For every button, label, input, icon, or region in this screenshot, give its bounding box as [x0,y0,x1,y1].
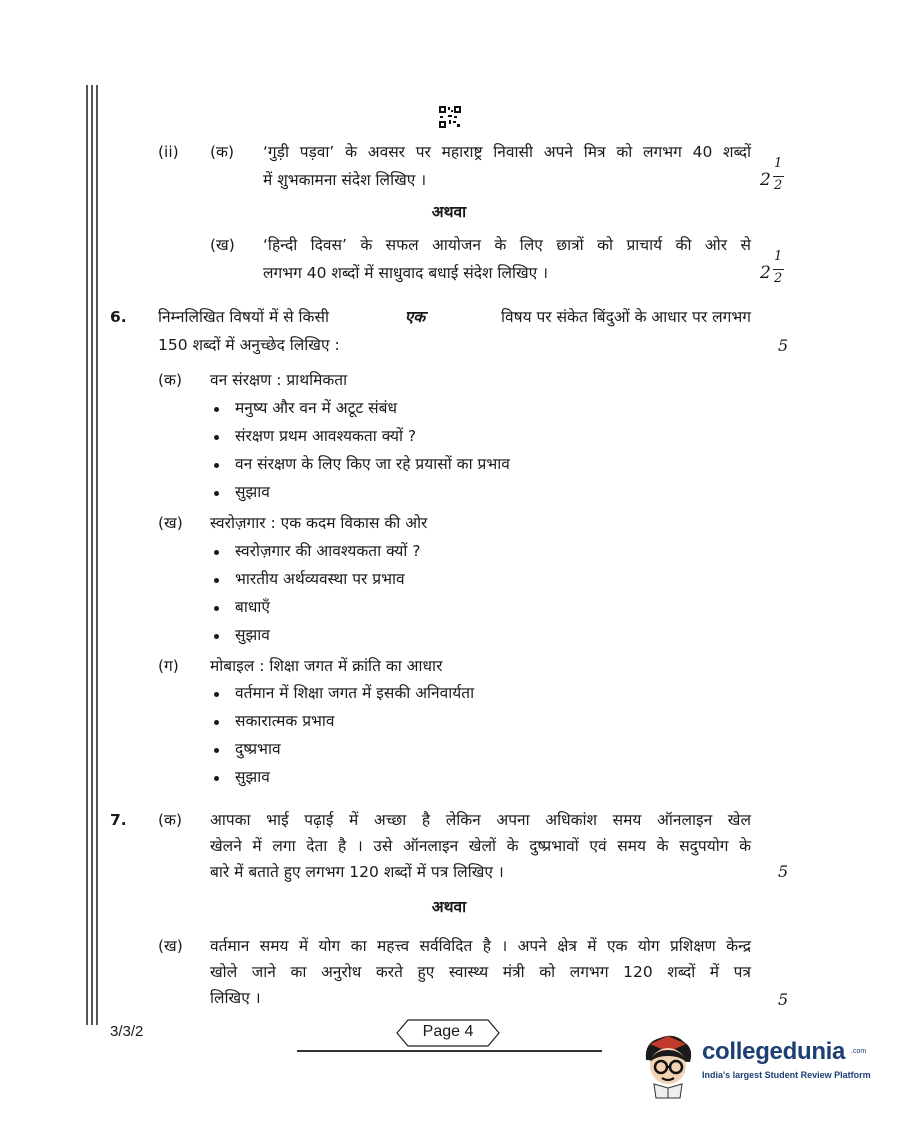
brand-tagline: India's largest Student Review Platform [702,1070,871,1080]
marks-numerator: 1 [774,156,783,171]
marks-whole: 2 [760,170,771,190]
topic-title: स्वरोज़गार : एक कदम विकास की ओर [210,514,428,532]
mascot-icon [640,1032,700,1102]
topic-label: (क) [158,371,182,389]
or-separator: अथवा [431,898,467,916]
bullet [214,692,219,697]
question-text: वर्तमान समय में योग का महत्त्व सर्वविदित है । अपने क्षेत्र में एक योग प्रशिक्षण केन्द्र [210,937,751,955]
marks-denominator: 2 [774,178,783,193]
paper-code: 3/3/2 [110,1023,144,1040]
bullet [214,463,219,468]
topic-label: (ग) [158,657,179,675]
marks-denominator: 2 [774,271,783,286]
point: बाधाएँ [235,598,270,616]
page-number-badge [396,1018,500,1048]
bullet [214,720,219,725]
option-label: (ख) [158,937,183,955]
footer-rule [297,1050,602,1052]
or-separator: अथवा [431,203,467,221]
bullet [214,634,219,639]
point: वन संरक्षण के लिए किए जा रहे प्रयासों का प्रभाव [235,455,510,473]
brand-domain: .com [851,1048,867,1055]
option-label: (क) [210,143,234,161]
bullet [214,550,219,555]
point: वर्तमान में शिक्षा जगत में इसकी अनिवार्यता [235,684,475,702]
bullet [214,748,219,753]
question-text: लिखिए । [210,989,261,1007]
bullet [214,578,219,583]
marks-whole: 2 [760,263,771,283]
point: दुष्प्रभाव [235,740,281,758]
marks: 5 [778,990,789,1009]
question-text: आपका भाई पढ़ाई में अच्छा है लेकिन अपना अधिकांश समय ऑनलाइन खेल [210,811,751,829]
question-text: खेलने में लगा देता है । उसे ऑनलाइन खेलों के दुष्प्रभावों एवं समय के सदुपयोग के [210,837,751,855]
marks: 5 [778,336,789,355]
option-label: (क) [158,811,182,829]
question-number: 6. [110,308,127,326]
point: मनुष्य और वन में अटूट संबंध [235,399,398,417]
watermark-logo [640,1032,880,1102]
bullet [214,776,219,781]
point: भारतीय अर्थव्यवस्था पर प्रभाव [235,570,405,588]
question-text: बारे में बताते हुए लगभग 120 शब्दों में पत्र लिखिए । [210,863,504,881]
brand-name: collegedunia [702,1038,846,1065]
bullet [214,606,219,611]
question-text-part: विषय पर संकेत बिंदुओं के आधार पर लगभग [500,308,751,326]
question-text: ‘गुड़ी पड़वा’ के अवसर पर महाराष्ट्र निवासी अपने मित्र को लगभग 40 शब्दों [263,143,751,161]
qr-code-icon [439,106,461,128]
marks: 5 [778,862,789,881]
point: सुझाव [235,626,270,644]
question-text: में शुभकामना संदेश लिखिए । [263,171,427,189]
question-text-part: निम्नलिखित विषयों में से किसी [158,308,329,326]
margin-bars [86,85,100,1025]
point: स्वरोज़गार की आवश्यकता क्यों ? [235,542,421,560]
point: सुझाव [235,768,270,786]
question-text: खोले जाने का अनुरोध करते हुए स्वास्थ्य मंत्री को लगभग 120 शब्दों में पत्र [210,963,751,981]
question-text: 150 शब्दों में अनुच्छेद लिखिए : [158,336,340,354]
question-number: 7. [110,811,127,829]
question-text: लगभग 40 शब्दों में साधुवाद बधाई संदेश लिखिए । [263,264,549,282]
point: सकारात्मक प्रभाव [235,712,335,730]
topic-title: वन संरक्षण : प्राथमिकता [210,371,348,389]
topic-title: मोबाइल : शिक्षा जगत में क्रांति का आधार [210,657,443,675]
bullet [214,407,219,412]
point: सुझाव [235,483,270,501]
option-label: (ख) [210,236,235,254]
bullet [214,491,219,496]
question-text [158,303,751,331]
marks-numerator: 1 [774,249,783,264]
page-number: Page 4 [422,1023,474,1040]
bullet [214,435,219,440]
sub-question-number: (ii) [158,143,179,161]
topic-label: (ख) [158,514,183,532]
point: संरक्षण प्रथम आवश्यकता क्यों ? [235,427,417,445]
question-text: ‘हिन्दी दिवस’ के सफल आयोजन के लिए छात्रों को प्राचार्य की ओर से [263,236,751,254]
emphasis-text: एक [404,308,426,326]
